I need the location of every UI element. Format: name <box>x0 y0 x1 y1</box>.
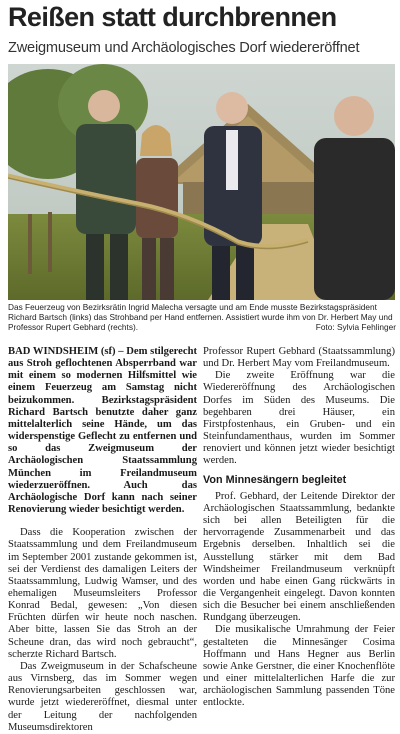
photo-caption <box>8 302 396 333</box>
body-paragraph-4: Die zweite Eröffnung war die Wiedereröffnung des Archäologischen Dorfes im Süden des Museums. Die begehbaren drei Häuser, ein Firstpfostenhaus, ein Gruben- und ein Steinfundamenthaus, wurden im Sommer renoviert und können jetzt wieder besichtigt werden. <box>203 370 395 467</box>
caption-text: Das Feuerzeug von Bezirksrätin Ingrid Malecha versagte und am Ende musste Bezirkstagspräsident Richard Bartsch (links) das Strohband per Hand entfernen. Assistiert wurde ihm von Dr. Herbert May und Professor Rupert Gebhard (rechts). <box>8 302 393 333</box>
lead-paragraph <box>8 346 197 516</box>
body-paragraph-1: Dass die Kooperation zwischen der Staatssammlung und dem Freilandmuseum im September 2001 zustande gekommen ist, sei der Verdienst des damaligen Leiters der Staatssammlung, Ludwig Wamser, und des ehemaligen Museumsleiters Professor Konrad Bedal, gewesen: „Von diesen Früchten dürfen wir heute noch naschen. Aber bitte, lassen Sie das Stroh an der Scheune dran, das wird noch gebraucht“, scherzte Richard Bartsch. <box>8 527 197 660</box>
body-paragraph-3: Professor Rupert Gebhard (Staatssammlung) und Dr. Herbert May vom Freilandmuseum. <box>203 346 395 370</box>
lead-text: Dem stilgerecht aus Stroh geflochtenen Absperrband war mit einem so modernen Hilfsmittel wie einem Feuerzeug am Samstag nicht beizukommen. Bezirkstagspräsident Richard Bartsch benutzte daher ganz mittelalterlich seine Hände, um das widerspenstige Geflecht zu entfernen und so das Zweigmuseum der Archäologischen Staatssammlung München im Freilandmuseum wiederzueröffnen. Auch das Archäologische Dorf kann nach seiner Renovierung wieder besichtigt werden. <box>8 346 197 516</box>
column-left <box>8 346 197 734</box>
photo-credit: Foto: Sylvia Fehlinger <box>315 322 396 333</box>
article-photo <box>8 64 395 300</box>
column-right <box>203 346 395 710</box>
body-paragraph-2: Das Zweigmuseum in der Schafscheune aus Virnsberg, das im Sommer wegen Renovierungsarbeiten geschlossen war, wurde jetzt wiedereröffnet, diesmal unter der Leitung der nachfolgenden Museumsdirektoren <box>8 660 197 733</box>
body-paragraph-6: Die musikalische Umrahmung der Feier gestalteten die Minnesänger Cosima Hoffmann und Hans Hegner aus Berlin sowie Anke Gerstner, die einer Knochenflöte und einer mittelalterlichen Harfe die zur archäologischen Sammlung passenden Töne entlockte. <box>203 624 395 709</box>
dateline: BAD WINDSHEIM (sf) – <box>8 346 124 357</box>
headline: Reißen statt durchbrennen <box>8 2 337 32</box>
subheadline: Zweigmuseum und Archäologisches Dorf wiedereröffnet <box>8 40 360 56</box>
body-paragraph-5: Prof. Gebhard, der Leitende Direktor der Archäologischen Staatssammlung, bedankte sich bei allen Beteiligten für die hervorragende Zusammenarbeit und das Ergebnis derselben. Inhaltlich sei die Ausstellung stärker mit dem Bad Windsheimer Freilandmuseum verknüpft worden und habe einen Gang rückwärts in die Vergangenheit eingelegt. Davon konnten sich die Besucher bei einem anschließenden Rundgang überzeugen. <box>203 490 395 624</box>
section-heading: Von Minnesängern begleitet <box>203 473 347 486</box>
